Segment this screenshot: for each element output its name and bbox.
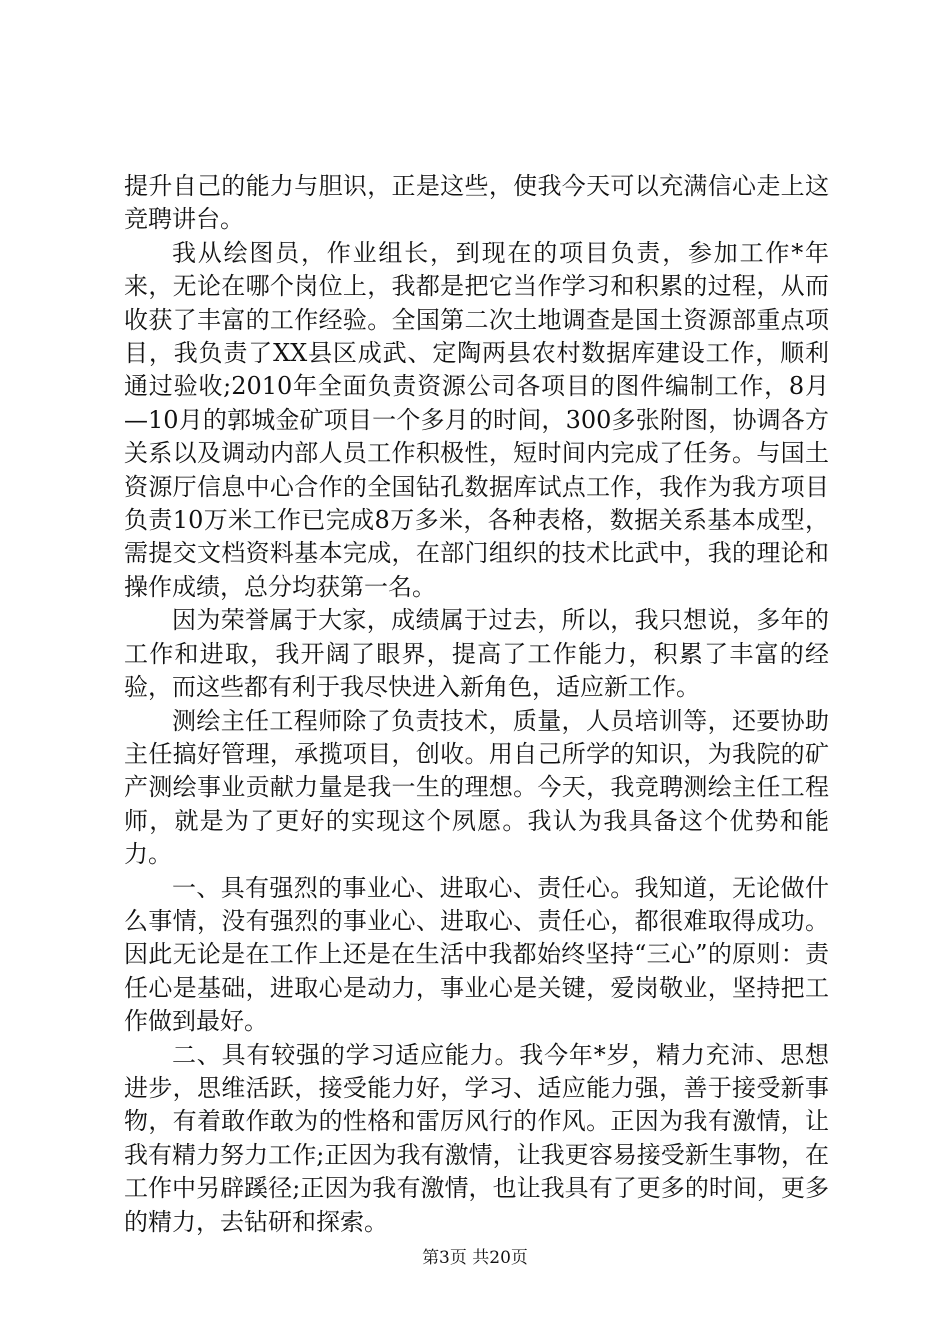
paragraph-work-experience: 我从绘图员，作业组长，到现在的项目负责，参加工作*年来，无论在哪个岗位上，我都是把它当作学习和积累的过程，从而收获了丰富的工作经验。全国第二次土地调查是国土资源部重点项目，我负责了XX县区成武、定陶两县农村数据库建设工作，顺利通过验收;2010年全面负责资源公司各项目的图件编制工作，8月—10月的郭城金矿项目一个多月的时间，300多张附图，协调各方关系以及调动内部人员工作积极性，短时间内完成了任务。与国土资源厅信息中心合作的全国钻孔数据库试点工作，我作为我方项目负责10万米工作已完成8万多米，各种表格，数据关系基本成型，需提交文档资料基本完成，在部门组织的技术比武中，我的理论和操作成绩，总分均获第一名。 xyxy=(124,238,829,601)
document-body xyxy=(124,170,829,1239)
paragraph-chief-engineer-duties: 测绘主任工程师除了负责技术，质量，人员培训等，还要协助主任搞好管理，承揽项目，创收。用自己所学的知识，为我院的矿产测绘事业贡献力量是我一生的理想。今天，我竞聘测绘主任工程师，就是为了更好的实现这个夙愿。我认为我具备这个优势和能力。 xyxy=(124,706,829,869)
page-number-footer: 第3页 共20页 xyxy=(422,1248,528,1268)
paragraph-point-one: 一、具有强烈的事业心、进取心、责任心。我知道，无论做什么事情，没有强烈的事业心、进取心、责任心，都很难取得成功。因此无论是在工作上还是在生活中我都始终坚持“三心”的原则：责任心是基础，进取心是动力，事业心是关键，爱岗敬业，坚持把工作做到最好。 xyxy=(124,873,829,1036)
paragraph-point-two: 二、具有较强的学习适应能力。我今年*岁，精力充沛、思想进步，思维活跃，接受能力好，学习、适应能力强，善于接受新事物，有着敢作敢为的性格和雷厉风行的作风。正因为我有激情，让我有精力努力工作;正因为我有激情，让我更容易接受新生事物，在工作中另辟蹊径;正因为我有激情，也让我具有了更多的时间，更多的精力，去钻研和探索。 xyxy=(124,1040,829,1236)
paragraph-continued: 提升自己的能力与胆识，正是这些，使我今天可以充满信心走上这竞聘讲台。 xyxy=(124,172,829,234)
paragraph-honor: 因为荣誉属于大家，成绩属于过去，所以，我只想说，多年的工作和进取，我开阔了眼界，提高了工作能力，积累了丰富的经验，而这些都有利于我尽快进入新角色，适应新工作。 xyxy=(124,606,829,702)
